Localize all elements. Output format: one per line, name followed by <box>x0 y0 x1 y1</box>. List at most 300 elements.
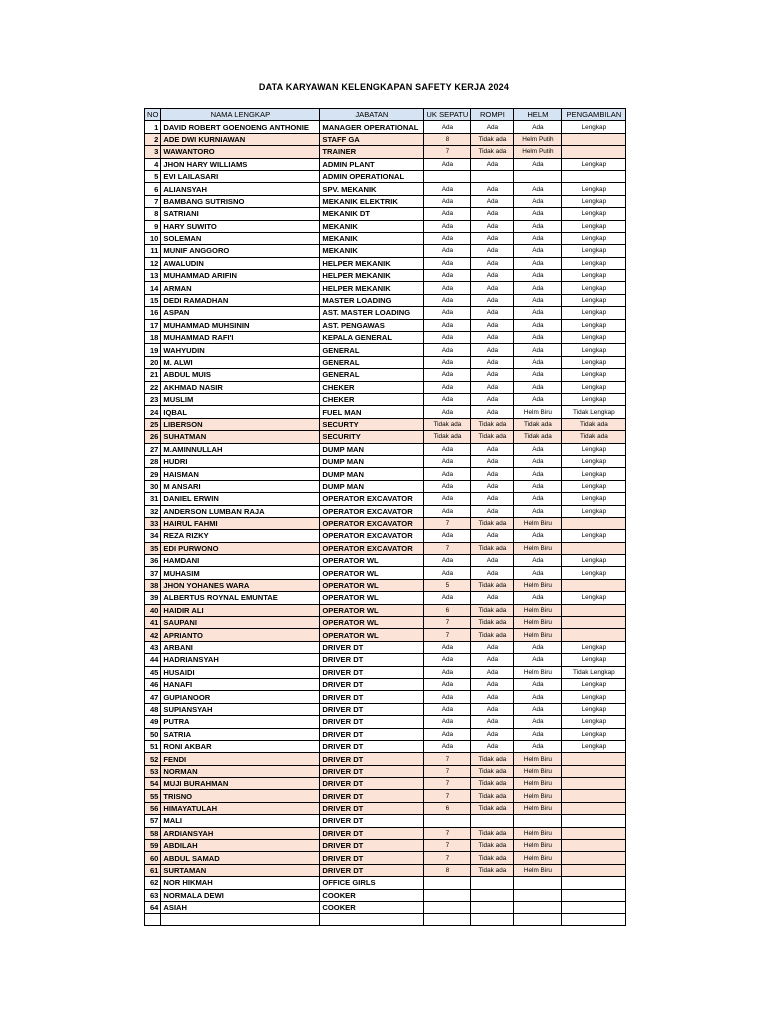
vest-status-cell <box>471 877 514 889</box>
helmet-status-cell: Helm Biru <box>514 840 562 852</box>
shoe-size-cell: 6 <box>424 604 471 616</box>
table-row <box>145 815 626 827</box>
table-row <box>145 666 626 678</box>
table-row <box>145 170 626 182</box>
vest-status-cell: Ada <box>471 480 514 492</box>
shoe-size-cell: Ada <box>424 195 471 207</box>
collection-status-cell <box>562 852 626 864</box>
employee-name-cell: ARMAN <box>161 282 320 294</box>
helmet-status-cell: Helm Biru <box>514 542 562 554</box>
employee-position-cell: SECURITY <box>320 431 424 443</box>
collection-status-cell: Lengkap <box>562 332 626 344</box>
employee-name-cell: NORMALA DEWI <box>161 889 320 901</box>
employee-name-cell: ALIANSYAH <box>161 183 320 195</box>
collection-status-cell: Lengkap <box>562 691 626 703</box>
row-number-cell: 58 <box>145 827 161 839</box>
table-row <box>145 356 626 368</box>
table-row <box>145 703 626 715</box>
collection-status-cell: Lengkap <box>562 232 626 244</box>
employee-name-cell: ABDUL SAMAD <box>161 852 320 864</box>
employee-name-cell: ASIAH <box>161 902 320 914</box>
row-number-cell: 32 <box>145 505 161 517</box>
row-number-cell: 3 <box>145 146 161 158</box>
employee-position-cell: OPERATOR EXCAVATOR <box>320 530 424 542</box>
row-number-cell: 56 <box>145 802 161 814</box>
shoe-size-cell: Ada <box>424 493 471 505</box>
table-row <box>145 864 626 876</box>
vest-status-cell <box>471 902 514 914</box>
employee-position-cell: DRIVER DT <box>320 753 424 765</box>
employee-name-cell: EVI LAILASARI <box>161 170 320 182</box>
employee-position-cell: DRIVER DT <box>320 802 424 814</box>
shoe-size-cell: Ada <box>424 356 471 368</box>
shoe-size-cell: Ada <box>424 455 471 467</box>
row-number-cell: 50 <box>145 728 161 740</box>
shoe-size-cell: Ada <box>424 703 471 715</box>
employee-name-cell: DAVID ROBERT GOENOENG ANTHONIE <box>161 121 320 133</box>
employee-position-cell: DRIVER DT <box>320 666 424 678</box>
table-row <box>145 208 626 220</box>
shoe-size-cell: Ada <box>424 654 471 666</box>
employee-position-cell: MEKANIK <box>320 232 424 244</box>
employee-name-cell: MUSLIM <box>161 393 320 405</box>
employee-name-cell: MUNIF ANGGORO <box>161 245 320 257</box>
shoe-size-cell: Ada <box>424 257 471 269</box>
shoe-size-cell: Ada <box>424 294 471 306</box>
employee-position-cell: GENERAL <box>320 369 424 381</box>
shoe-size-cell: Ada <box>424 468 471 480</box>
collection-status-cell: Lengkap <box>562 728 626 740</box>
employee-position-cell: DRIVER DT <box>320 765 424 777</box>
vest-status-cell: Ada <box>471 728 514 740</box>
employee-position-cell: AST. MASTER LOADING <box>320 307 424 319</box>
empty-cell <box>424 914 471 926</box>
vest-status-cell: Tidak ada <box>471 765 514 777</box>
row-number-cell: 42 <box>145 629 161 641</box>
row-number-cell: 16 <box>145 307 161 319</box>
helmet-status-cell: Ada <box>514 728 562 740</box>
helmet-status-cell: Ada <box>514 592 562 604</box>
vest-status-cell: Ada <box>471 294 514 306</box>
row-number-cell: 7 <box>145 195 161 207</box>
vest-status-cell: Ada <box>471 393 514 405</box>
collection-status-cell <box>562 517 626 529</box>
collection-status-cell: Lengkap <box>562 381 626 393</box>
collection-status-cell <box>562 765 626 777</box>
shoe-size-cell: Ada <box>424 282 471 294</box>
helmet-status-cell: Ada <box>514 369 562 381</box>
collection-status-cell: Lengkap <box>562 505 626 517</box>
employee-name-cell: ANDERSON LUMBAN RAJA <box>161 505 320 517</box>
shoe-size-cell: Ada <box>424 530 471 542</box>
employee-name-cell: HAIDIR ALI <box>161 604 320 616</box>
collection-status-cell: Lengkap <box>562 641 626 653</box>
empty-cell <box>161 914 320 926</box>
row-number-cell: 24 <box>145 406 161 418</box>
employee-position-cell: DRIVER DT <box>320 790 424 802</box>
vest-status-cell: Ada <box>471 307 514 319</box>
table-row <box>145 567 626 579</box>
vest-status-cell: Ada <box>471 183 514 195</box>
vest-status-cell: Tidak ada <box>471 827 514 839</box>
vest-status-cell: Ada <box>471 208 514 220</box>
employee-name-cell: SAUPANI <box>161 617 320 629</box>
table-row <box>145 307 626 319</box>
shoe-size-cell: Ada <box>424 319 471 331</box>
employee-position-cell: SECURTY <box>320 418 424 430</box>
table-row <box>145 629 626 641</box>
employee-name-cell: SUHATMAN <box>161 431 320 443</box>
vest-status-cell: Ada <box>471 282 514 294</box>
employee-name-cell: TRISNO <box>161 790 320 802</box>
collection-status-cell <box>562 778 626 790</box>
collection-status-cell: Tidak ada <box>562 431 626 443</box>
row-number-cell: 1 <box>145 121 161 133</box>
employee-name-cell: MALI <box>161 815 320 827</box>
empty-cell <box>320 914 424 926</box>
helmet-status-cell: Helm Biru <box>514 517 562 529</box>
vest-status-cell: Ada <box>471 740 514 752</box>
employee-position-cell: HELPER MEKANIK <box>320 270 424 282</box>
shoe-size-cell: Ada <box>424 641 471 653</box>
vest-status-cell: Ada <box>471 220 514 232</box>
row-number-cell: 13 <box>145 270 161 282</box>
table-row <box>145 555 626 567</box>
row-number-cell: 4 <box>145 158 161 170</box>
row-number-cell: 46 <box>145 678 161 690</box>
row-number-cell: 28 <box>145 455 161 467</box>
employee-name-cell: WAWANTORO <box>161 146 320 158</box>
table-row <box>145 716 626 728</box>
row-number-cell: 44 <box>145 654 161 666</box>
vest-status-cell: Tidak ada <box>471 431 514 443</box>
vest-status-cell: Tidak ada <box>471 542 514 554</box>
vest-status-cell: Tidak ada <box>471 604 514 616</box>
shoe-size-cell: 7 <box>424 778 471 790</box>
shoe-size-cell: Ada <box>424 592 471 604</box>
vest-status-cell: Ada <box>471 406 514 418</box>
row-number-cell: 27 <box>145 443 161 455</box>
vest-status-cell: Tidak ada <box>471 133 514 145</box>
column-header-vest: ROMPI <box>471 109 514 121</box>
row-number-cell: 47 <box>145 691 161 703</box>
empty-cell <box>562 914 626 926</box>
employee-position-cell: OPERATOR WL <box>320 579 424 591</box>
shoe-size-cell: Ada <box>424 245 471 257</box>
employee-position-cell: GENERAL <box>320 344 424 356</box>
vest-status-cell: Ada <box>471 369 514 381</box>
helmet-status-cell: Ada <box>514 356 562 368</box>
row-number-cell: 5 <box>145 170 161 182</box>
helmet-status-cell: Helm Putih <box>514 146 562 158</box>
table-row <box>145 765 626 777</box>
row-number-cell: 15 <box>145 294 161 306</box>
table-row <box>145 245 626 257</box>
collection-status-cell <box>562 170 626 182</box>
helmet-status-cell: Helm Putih <box>514 133 562 145</box>
helmet-status-cell: Ada <box>514 480 562 492</box>
employee-position-cell: MEKANIK ELEKTRIK <box>320 195 424 207</box>
helmet-status-cell: Ada <box>514 530 562 542</box>
collection-status-cell: Lengkap <box>562 480 626 492</box>
helmet-status-cell: Ada <box>514 319 562 331</box>
collection-status-cell: Lengkap <box>562 555 626 567</box>
table-row <box>145 146 626 158</box>
employee-name-cell: ABDILAH <box>161 840 320 852</box>
vest-status-cell: Ada <box>471 716 514 728</box>
row-number-cell: 35 <box>145 542 161 554</box>
row-number-cell: 19 <box>145 344 161 356</box>
employee-position-cell: DRIVER DT <box>320 678 424 690</box>
collection-status-cell: Lengkap <box>562 455 626 467</box>
helmet-status-cell: Ada <box>514 468 562 480</box>
shoe-size-cell: Ada <box>424 332 471 344</box>
row-number-cell: 54 <box>145 778 161 790</box>
table-row <box>145 740 626 752</box>
employee-position-cell: FUEL MAN <box>320 406 424 418</box>
vest-status-cell: Ada <box>471 344 514 356</box>
collection-status-cell: Lengkap <box>562 678 626 690</box>
collection-status-cell: Lengkap <box>562 716 626 728</box>
shoe-size-cell: Ada <box>424 307 471 319</box>
employee-name-cell: APRIANTO <box>161 629 320 641</box>
employee-position-cell: SPV. MEKANIK <box>320 183 424 195</box>
employee-position-cell: OPERATOR EXCAVATOR <box>320 517 424 529</box>
collection-status-cell: Lengkap <box>562 740 626 752</box>
vest-status-cell: Ada <box>471 468 514 480</box>
employee-position-cell: MASTER LOADING <box>320 294 424 306</box>
shoe-size-cell: Ada <box>424 232 471 244</box>
helmet-status-cell: Ada <box>514 555 562 567</box>
collection-status-cell <box>562 629 626 641</box>
table-header-row <box>145 109 626 121</box>
empty-cell <box>471 914 514 926</box>
helmet-status-cell: Helm Biru <box>514 790 562 802</box>
vest-status-cell <box>471 815 514 827</box>
helmet-status-cell: Ada <box>514 195 562 207</box>
employee-name-cell: SURTAMAN <box>161 864 320 876</box>
collection-status-cell: Lengkap <box>562 319 626 331</box>
shoe-size-cell: Ada <box>424 393 471 405</box>
helmet-status-cell: Ada <box>514 158 562 170</box>
vest-status-cell: Ada <box>471 666 514 678</box>
vest-status-cell: Ada <box>471 493 514 505</box>
employee-position-cell: OPERATOR WL <box>320 604 424 616</box>
collection-status-cell <box>562 579 626 591</box>
vest-status-cell: Ada <box>471 356 514 368</box>
collection-status-cell: Lengkap <box>562 344 626 356</box>
table-row <box>145 790 626 802</box>
vest-status-cell: Ada <box>471 678 514 690</box>
helmet-status-cell: Ada <box>514 381 562 393</box>
row-number-cell: 37 <box>145 567 161 579</box>
employee-name-cell: FENDI <box>161 753 320 765</box>
collection-status-cell: Tidak ada <box>562 418 626 430</box>
employee-name-cell: DANIEL ERWIN <box>161 493 320 505</box>
collection-status-cell: Lengkap <box>562 592 626 604</box>
shoe-size-cell: 7 <box>424 629 471 641</box>
vest-status-cell: Ada <box>471 270 514 282</box>
collection-status-cell: Lengkap <box>562 282 626 294</box>
vest-status-cell: Ada <box>471 505 514 517</box>
row-number-cell: 25 <box>145 418 161 430</box>
helmet-status-cell: Ada <box>514 703 562 715</box>
helmet-status-cell: Ada <box>514 344 562 356</box>
row-number-cell: 21 <box>145 369 161 381</box>
employee-name-cell: HAIRUL FAHMI <box>161 517 320 529</box>
row-number-cell: 20 <box>145 356 161 368</box>
column-header-collection: PENGAMBILAN <box>562 109 626 121</box>
shoe-size-cell: Ada <box>424 691 471 703</box>
table-row <box>145 183 626 195</box>
helmet-status-cell: Ada <box>514 567 562 579</box>
helmet-status-cell: Helm Biru <box>514 617 562 629</box>
row-number-cell: 62 <box>145 877 161 889</box>
shoe-size-cell: 8 <box>424 133 471 145</box>
row-number-cell: 2 <box>145 133 161 145</box>
employee-name-cell: RONI AKBAR <box>161 740 320 752</box>
employee-name-cell: LIBERSON <box>161 418 320 430</box>
shoe-size-cell: 7 <box>424 852 471 864</box>
collection-status-cell: Lengkap <box>562 245 626 257</box>
row-number-cell: 55 <box>145 790 161 802</box>
employee-position-cell: DUMP MAN <box>320 443 424 455</box>
collection-status-cell: Tidak Lengkap <box>562 666 626 678</box>
table-row <box>145 654 626 666</box>
helmet-status-cell: Helm Biru <box>514 778 562 790</box>
helmet-status-cell: Ada <box>514 654 562 666</box>
employee-position-cell: ADMIN OPERATIONAL <box>320 170 424 182</box>
employee-name-cell: HUSAIDI <box>161 666 320 678</box>
row-number-cell: 10 <box>145 232 161 244</box>
table-row <box>145 877 626 889</box>
helmet-status-cell: Ada <box>514 307 562 319</box>
helmet-status-cell: Ada <box>514 220 562 232</box>
employee-position-cell: DRIVER DT <box>320 840 424 852</box>
shoe-size-cell: 7 <box>424 827 471 839</box>
helmet-status-cell: Ada <box>514 332 562 344</box>
helmet-status-cell: Ada <box>514 245 562 257</box>
vest-status-cell: Ada <box>471 530 514 542</box>
vest-status-cell: Tidak ada <box>471 778 514 790</box>
table-row <box>145 889 626 901</box>
employee-name-cell: NORMAN <box>161 765 320 777</box>
collection-status-cell: Lengkap <box>562 158 626 170</box>
employee-position-cell: DRIVER DT <box>320 827 424 839</box>
vest-status-cell: Tidak ada <box>471 753 514 765</box>
table-row <box>145 802 626 814</box>
vest-status-cell: Ada <box>471 232 514 244</box>
table-row <box>145 753 626 765</box>
employee-position-cell: OPERATOR EXCAVATOR <box>320 493 424 505</box>
collection-status-cell: Tidak Lengkap <box>562 406 626 418</box>
helmet-status-cell: Ada <box>514 641 562 653</box>
row-number-cell: 11 <box>145 245 161 257</box>
employee-position-cell: MEKANIK DT <box>320 208 424 220</box>
row-number-cell: 39 <box>145 592 161 604</box>
vest-status-cell: Ada <box>471 567 514 579</box>
shoe-size-cell: Ada <box>424 406 471 418</box>
empty-row <box>145 914 626 926</box>
row-number-cell: 17 <box>145 319 161 331</box>
employee-name-cell: HANAFI <box>161 678 320 690</box>
employee-position-cell: GENERAL <box>320 356 424 368</box>
table-row <box>145 270 626 282</box>
employee-position-cell: OPERATOR WL <box>320 555 424 567</box>
shoe-size-cell <box>424 902 471 914</box>
helmet-status-cell: Ada <box>514 208 562 220</box>
helmet-status-cell <box>514 815 562 827</box>
vest-status-cell: Tidak ada <box>471 146 514 158</box>
helmet-status-cell: Ada <box>514 716 562 728</box>
helmet-status-cell: Ada <box>514 270 562 282</box>
row-number-cell: 33 <box>145 517 161 529</box>
table-row <box>145 369 626 381</box>
employee-position-cell: OPERATOR WL <box>320 567 424 579</box>
shoe-size-cell: Ada <box>424 381 471 393</box>
employee-position-cell: DRIVER DT <box>320 864 424 876</box>
table-row <box>145 728 626 740</box>
vest-status-cell: Ada <box>471 443 514 455</box>
table-row <box>145 121 626 133</box>
helmet-status-cell <box>514 170 562 182</box>
employee-name-cell: NOR HIKMAH <box>161 877 320 889</box>
employee-position-cell: DRIVER DT <box>320 740 424 752</box>
helmet-status-cell: Helm Biru <box>514 852 562 864</box>
table-row <box>145 678 626 690</box>
table-row <box>145 691 626 703</box>
shoe-size-cell: Ada <box>424 716 471 728</box>
vest-status-cell: Tidak ada <box>471 864 514 876</box>
helmet-status-cell: Helm Biru <box>514 864 562 876</box>
employee-position-cell: DRIVER DT <box>320 728 424 740</box>
collection-status-cell: Lengkap <box>562 270 626 282</box>
table-row <box>145 232 626 244</box>
employee-name-cell: ADE DWI KURNIAWAN <box>161 133 320 145</box>
shoe-size-cell: Ada <box>424 567 471 579</box>
employee-position-cell: DUMP MAN <box>320 468 424 480</box>
shoe-size-cell: 6 <box>424 802 471 814</box>
employee-position-cell: KEPALA GENERAL <box>320 332 424 344</box>
collection-status-cell: Lengkap <box>562 703 626 715</box>
employee-position-cell: DUMP MAN <box>320 480 424 492</box>
column-header-helmet: HELM <box>514 109 562 121</box>
employee-position-cell: OPERATOR WL <box>320 629 424 641</box>
employee-position-cell: OFFICE GIRLS <box>320 877 424 889</box>
helmet-status-cell: Ada <box>514 443 562 455</box>
helmet-status-cell <box>514 889 562 901</box>
employee-position-cell: MANAGER OPERATIONAL <box>320 121 424 133</box>
employee-name-cell: EDI PURWONO <box>161 542 320 554</box>
helmet-status-cell: Tidak ada <box>514 431 562 443</box>
table-row <box>145 418 626 430</box>
employee-name-cell: MUHAMMAD RAFI'I <box>161 332 320 344</box>
employee-name-cell: JHON HARY WILLIAMS <box>161 158 320 170</box>
table-row <box>145 381 626 393</box>
helmet-status-cell: Ada <box>514 121 562 133</box>
shoe-size-cell: Ada <box>424 678 471 690</box>
shoe-size-cell: 7 <box>424 790 471 802</box>
helmet-status-cell: Ada <box>514 505 562 517</box>
employee-position-cell: OPERATOR WL <box>320 617 424 629</box>
employee-position-cell: CHEKER <box>320 381 424 393</box>
row-number-cell: 49 <box>145 716 161 728</box>
employee-position-cell: STAFF GA <box>320 133 424 145</box>
column-header-name: NAMA LENGKAP <box>161 109 320 121</box>
shoe-size-cell: Tidak ada <box>424 431 471 443</box>
row-number-cell: 64 <box>145 902 161 914</box>
shoe-size-cell: Ada <box>424 121 471 133</box>
